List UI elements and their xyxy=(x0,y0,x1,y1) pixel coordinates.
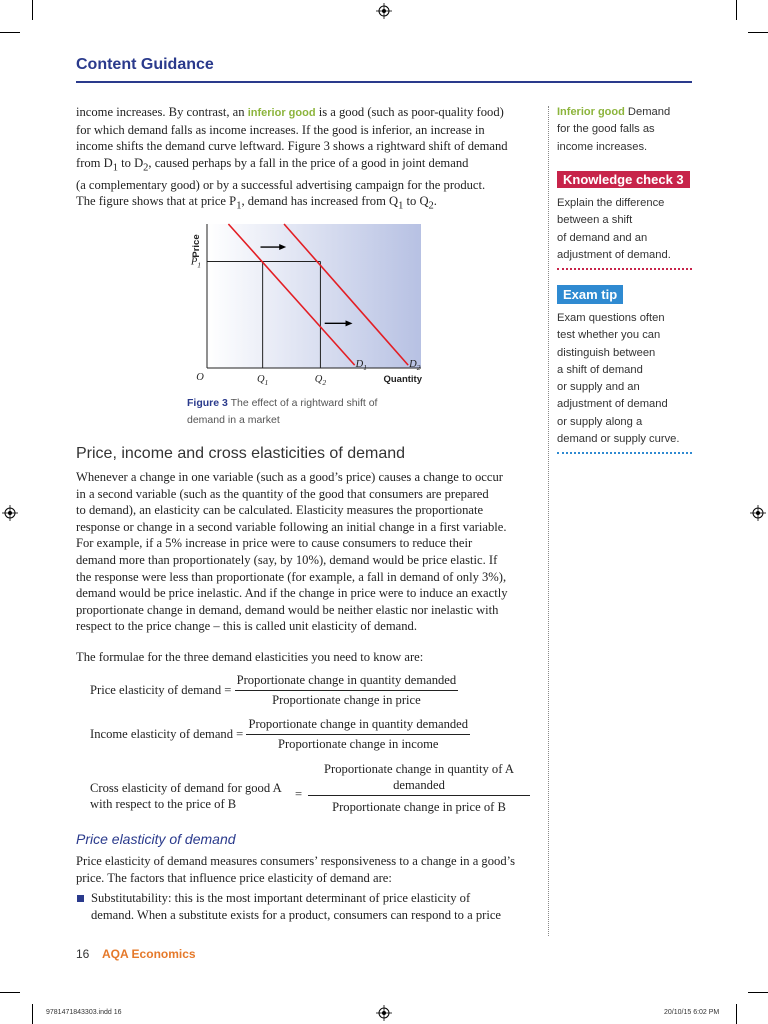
intro-line: from $D_1$ to $D_2$, caused perhaps by a fall in the price of a good in joint demand xyxy=(76,155,469,174)
inferior-good-term: inferior good xyxy=(247,107,316,119)
registration-mark-icon xyxy=(376,1005,392,1021)
crop-mark xyxy=(0,992,20,993)
header-rule xyxy=(76,81,692,83)
figure-label: Figure 3 xyxy=(187,397,228,409)
plot-background xyxy=(207,224,421,368)
formulae-intro: The formulae for the three demand elasticities you need to know are: xyxy=(76,650,424,664)
d2-label: $D_2$ xyxy=(409,359,421,373)
d1-label: $D_1$ xyxy=(355,359,368,373)
subsection-heading: Price elasticity of demand xyxy=(76,831,236,847)
section-heading: Price, income and cross elasticities of demand xyxy=(76,445,406,462)
intro-line: income shifts the demand curve leftward. Figure 3 shows a rightward shift of demand xyxy=(76,139,508,154)
elasticity-paragraph: Whenever a change in one variable (such as a good’s price) causes a change to occur in a second variable (such as the quantity of the good that consumers are prepared to demand), an elasticity can be calculated. Elasticity measures the proportionate response or change in a second variable following an initial change in a first variable. For example, if a 5% increase in price were to cause consumers to reduce their demand more than proportionately (say, by 10%), demand would be price elastic. If the response were less than proportionate (for example, a fall in demand of only 3%), demand would be price inelastic. And if the change in price were to induce an exactly proportionate change in demand, demand would be neither elastic nor inelastic with respect to the price change – this is called unit elasticity of demand. xyxy=(76,470,508,634)
crop-mark xyxy=(0,32,20,33)
slug-left: 9781471843303.indd 16 xyxy=(46,1009,122,1016)
intro-line: The figure shows that at price $P_1$, demand has increased from $Q_1$ to $Q_2$. xyxy=(76,194,437,212)
q1-label: $Q_1$ xyxy=(256,374,269,387)
intro-paragraph xyxy=(76,104,546,216)
registration-mark-icon xyxy=(376,3,392,19)
knowledge-check-rule xyxy=(557,268,692,270)
crop-mark xyxy=(748,32,768,33)
x-axis-label: Quantity xyxy=(383,374,422,385)
demand-shift-chart xyxy=(180,218,430,390)
crop-mark xyxy=(748,992,768,993)
intro-line: (a complementary good) or by a successful advertising campaign for the product. xyxy=(76,177,486,192)
page-number: 16 xyxy=(76,947,90,961)
crop-mark xyxy=(32,0,33,20)
registration-mark-icon xyxy=(2,505,18,521)
crop-mark xyxy=(736,1004,737,1024)
figure-caption: Figure 3 The effect of a rightward shift of demand in a market xyxy=(187,397,378,426)
crop-mark xyxy=(736,0,737,20)
knowledge-check-badge: Knowledge check 3 xyxy=(557,171,690,188)
y-axis-label: Price xyxy=(191,234,202,258)
registration-mark-icon xyxy=(750,505,766,521)
slug-right: 20/10/15 6:02 PM xyxy=(664,1009,720,1016)
q2-label: $Q_2$ xyxy=(314,374,327,387)
sidebar-term: Inferior good xyxy=(557,106,625,118)
intro-line: income increases. By contrast, an inferior good is a good (such as poor-quality food) xyxy=(76,105,504,119)
price-elasticity-paragraph: Price elasticity of demand measures consumers’ responsiveness to a change in a good’s price. The factors that influence price elasticity of demand are: xyxy=(76,854,516,885)
exam-tip-rule xyxy=(557,452,692,454)
bullet-item: Substitutability: this is the most important determinant of price elasticity of demand. When a substitute exists for a product, consumers can respond to a price xyxy=(76,890,546,923)
origin-label: O xyxy=(196,372,204,383)
bullet-square-icon xyxy=(77,895,84,902)
page-header: Content Guidance xyxy=(76,56,214,73)
exam-tip-badge: Exam tip xyxy=(557,285,623,304)
crop-mark xyxy=(32,1004,33,1024)
book-title: AQA Economics xyxy=(102,947,196,961)
price-elasticity-formula: Price elasticity of demand = $\frac{\text{Proportionate change in quantity demanded}}{\text{Proportionate change in price}}$ xyxy=(90,673,457,707)
sidebar-divider xyxy=(548,106,549,936)
p1-label: $P_1$ xyxy=(190,256,201,270)
income-elasticity-formula: Income elasticity of demand = $\frac{\text{Proportionate change in quantity demanded}}{\text{Proportionate change in income}}$ xyxy=(90,717,469,751)
sidebar-definition: Inferior good Demand for the good falls as income increases. xyxy=(557,106,671,153)
knowledge-check-text: Explain the difference between a shift of demand and an adjustment of demand. xyxy=(557,197,671,261)
intro-line: for which demand falls as income increases. If the good is inferior, an increase in xyxy=(76,122,485,137)
exam-tip-text: Exam questions often test whether you can distinguish between a shift of demand or supply and an adjustment of demand or supply along a demand or supply curve. xyxy=(557,312,680,446)
